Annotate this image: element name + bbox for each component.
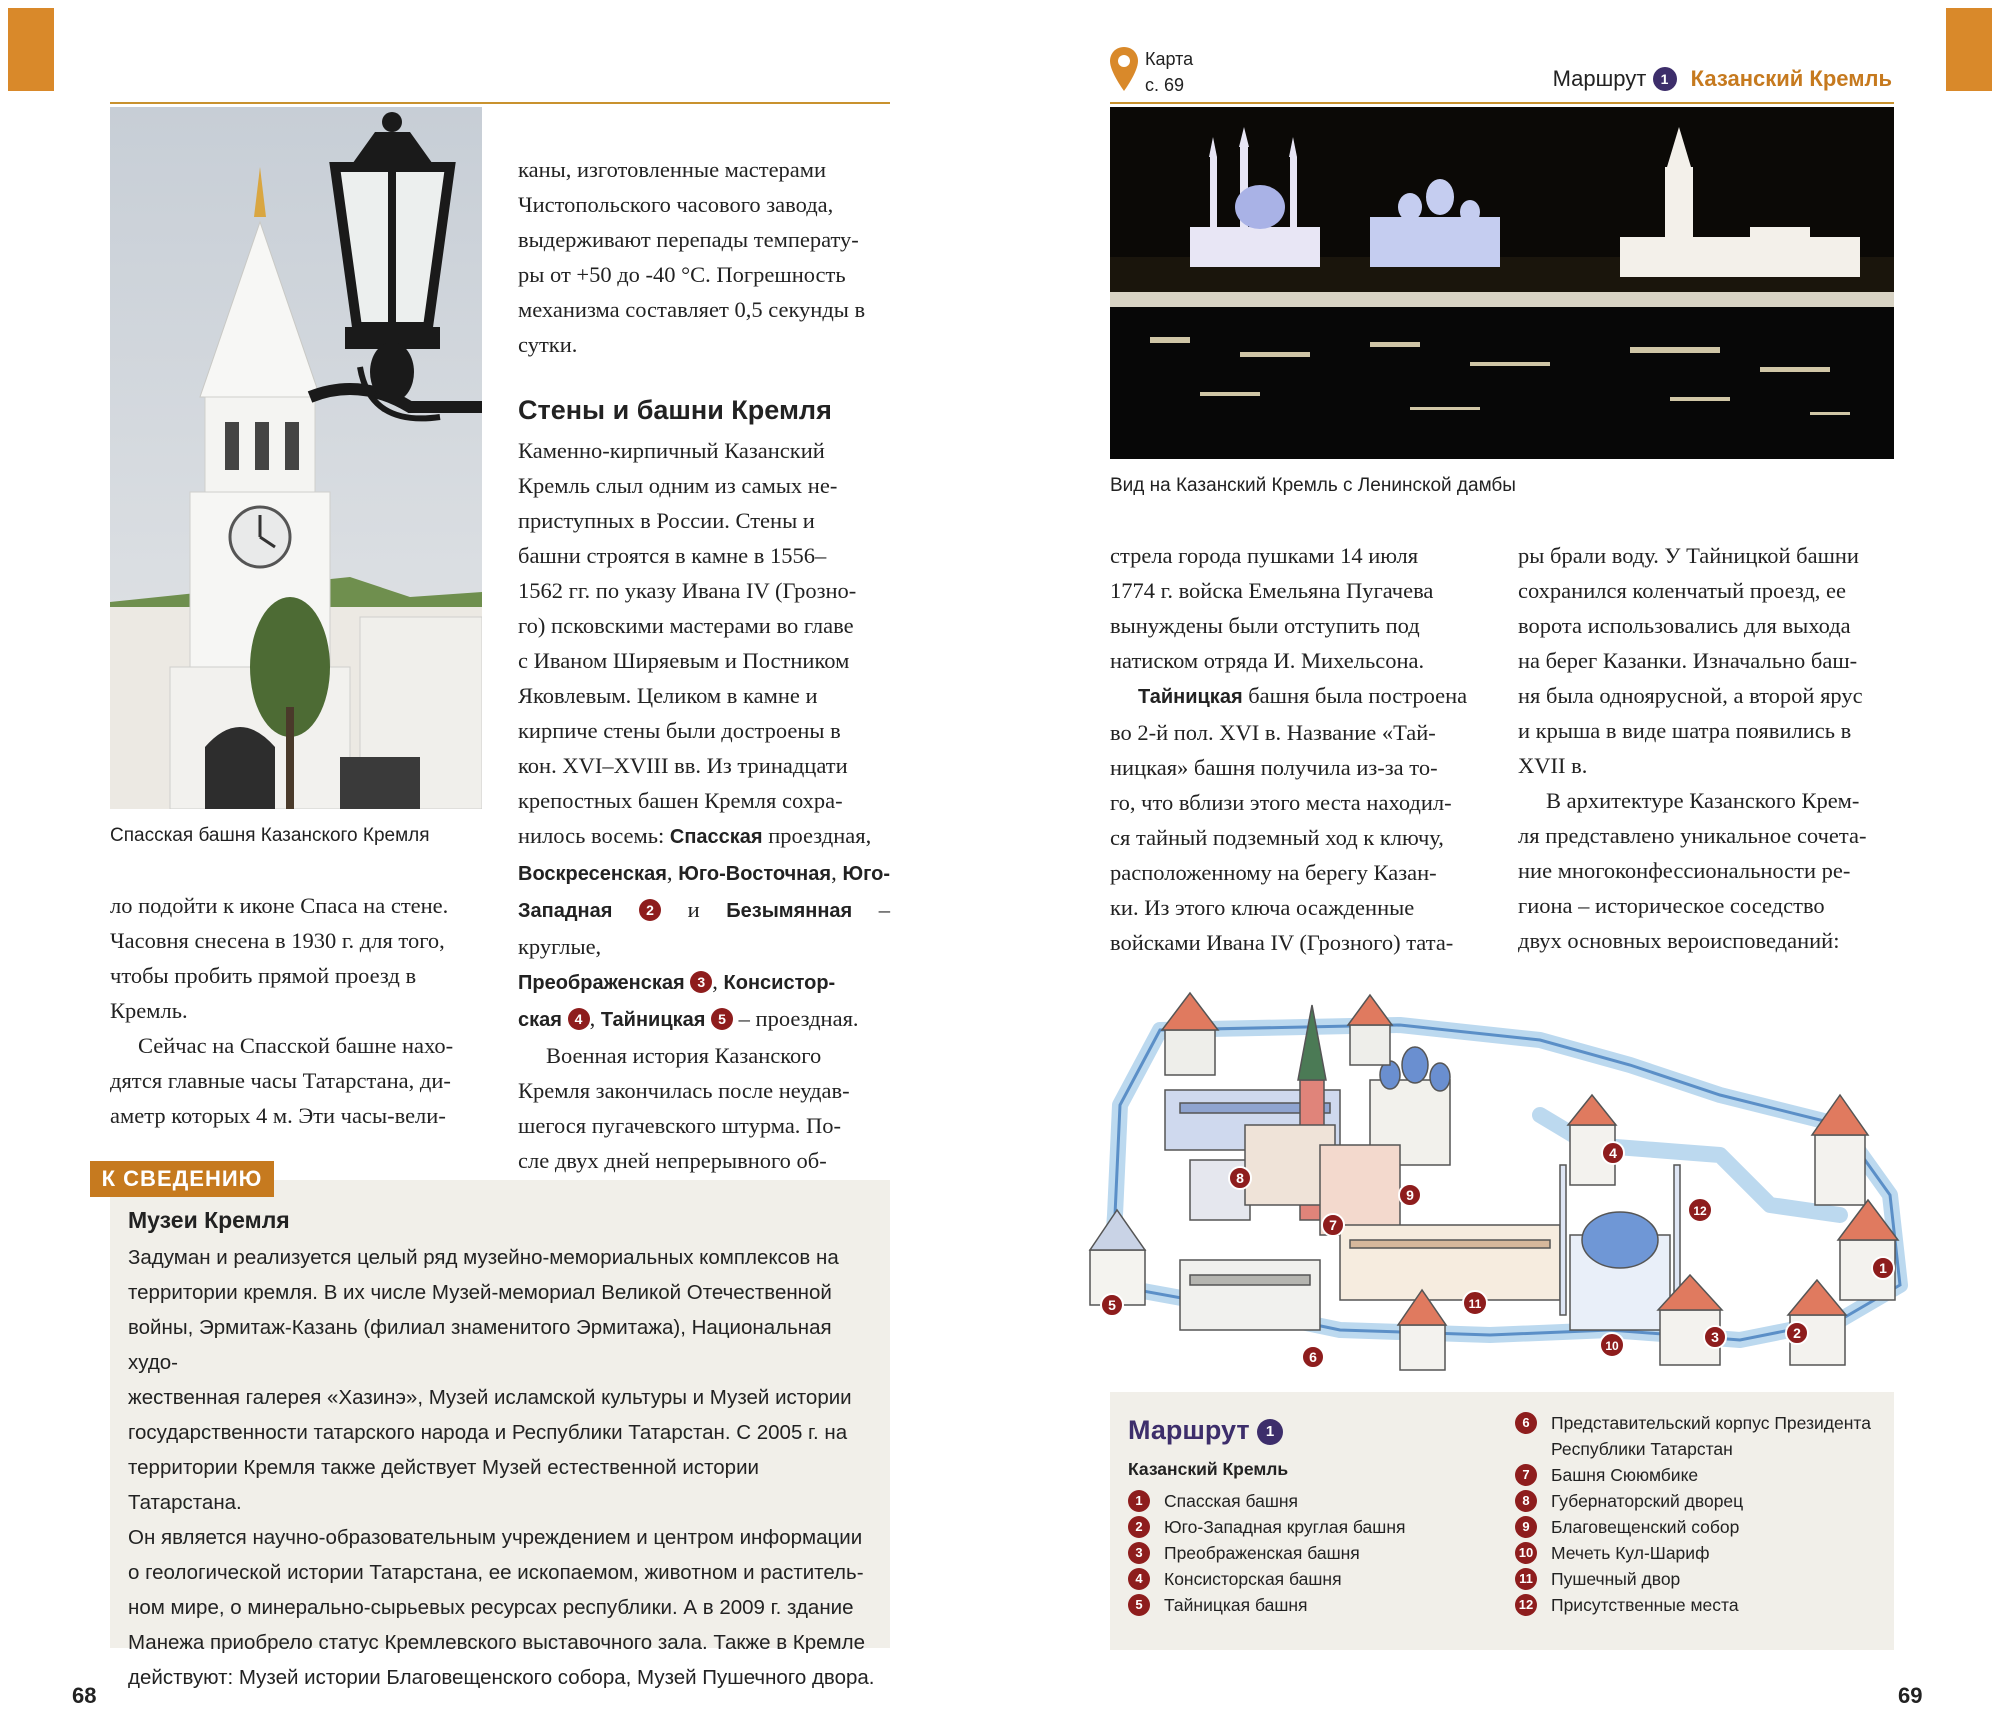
- spasskaya-tower-photo: [110, 107, 482, 809]
- map-marker-4: [1602, 1142, 1624, 1164]
- svg-text:3: 3: [1711, 1329, 1719, 1345]
- tower-name: Спасская: [669, 826, 763, 848]
- map-marker-12: [1688, 1198, 1712, 1222]
- text-line: шегося пугачевского штурма. По-: [518, 1113, 842, 1138]
- text-line: на берег Казанки. Изначально баш-: [1518, 648, 1858, 673]
- legend-item: 6 Представительский корпус Президента Республики Татарстан: [1515, 1410, 1885, 1462]
- text-line: Сейчас на Спасской башне нахо-: [138, 1033, 454, 1058]
- text-line: сутки.: [518, 332, 578, 357]
- svg-text:8: 8: [1236, 1170, 1244, 1186]
- text-line: вынуждены были отступить под: [1110, 613, 1420, 638]
- text-line: территории кремля. В их числе Музей-мемориал Великой Отечественной: [128, 1281, 832, 1304]
- map-marker-7: [1322, 1214, 1344, 1236]
- legend-item: 12 Присутственные места: [1515, 1592, 1885, 1618]
- text-line: Каменно-кирпичный Казанский: [518, 438, 825, 463]
- legend-item: 9 Благовещенский собор: [1515, 1514, 1885, 1540]
- right-column-1: стрела города пушками 14 июля 1774 г. войска Емельяна Пугачева вынуждены были отступить под натиском отряда И. Михельсона. Тайницкая башня была построена во 2-й пол. XVI в. Название «Тай- ницкая» башня получила из-за то- го, что вблизи этого места находил- ся тайный подземный ход к ключу, расположенному на берегу Казан- ки. Из этого ключа осажденные войсками Ивана IV (Грозного) тата-: [1110, 543, 1468, 955]
- marker-5-icon: 5: [1128, 1594, 1150, 1616]
- tower-name: Юго-Западная: [518, 863, 891, 922]
- text-line: ня была одноярусной, а второй ярус: [1518, 683, 1863, 708]
- marker-7-icon: 7: [1515, 1464, 1537, 1486]
- left-column-1: [110, 888, 482, 1133]
- marker-8-icon: 8: [1515, 1490, 1537, 1512]
- header-rule-left: [110, 102, 890, 104]
- marker-3-icon: 3: [1128, 1542, 1150, 1564]
- text-line: с Иваном Ширяевым и Постником: [518, 648, 850, 673]
- photo-caption-left: Спасская башня Казанского Кремля: [110, 825, 430, 846]
- marker-12-icon: 12: [1515, 1594, 1537, 1616]
- svg-text:4: 4: [1609, 1145, 1617, 1161]
- svg-text:6: 6: [1309, 1349, 1317, 1365]
- marker-2-icon: 2: [639, 899, 661, 921]
- kremlin-map: [1070, 985, 1940, 1390]
- map-marker-3: [1704, 1326, 1726, 1348]
- map-marker-9: [1399, 1184, 1421, 1206]
- text-line: каны, изготовленные мастерами: [518, 157, 827, 182]
- text-line: гиона – историческое соседство: [1518, 893, 1825, 918]
- text-line: ры от +50 до -40 °С. Погрешность: [518, 262, 846, 287]
- tower-name: Тайницкая: [1138, 686, 1243, 708]
- text-line: ворота использовались для выхода: [1518, 613, 1851, 638]
- svg-text:9: 9: [1406, 1187, 1414, 1203]
- text-line: дятся главные часы Татарстана, ди-: [110, 1068, 451, 1093]
- svg-text:11: 11: [1468, 1297, 1482, 1311]
- svg-text:7: 7: [1329, 1217, 1337, 1233]
- text-line: ля представлено уникальное сочета-: [1518, 823, 1867, 848]
- section-body: Каменно-кирпичный Казанский Кремль слыл одним из самых не- приступных в России. Стены и башни строятся в камне в 1556– 1562 гг. по указу Ивана IV (Грозно- го) псковскими мастерами во главе с Иваном Ширяевым и Постником Яковлевым. Целиком в камне и кирпиче стены были достроены в кон. XVI–XVIII вв. Из тринадцати крепостных башен Кремля сохра- нилось восемь: Спасская проездная, Воскресенская, Юго-Восточная, Юго-Западная 2 и Безымянная – круглые, Преображенская 3 , Консистор- ская 4 , Тайницкая 5 – проездная. Военная история Казанского Кремля закончилась после неудав- шегося пугачевского штурма. По- сле двух дней непрерывного об-: [518, 438, 891, 1173]
- marker-4-icon: 4: [1128, 1568, 1150, 1590]
- kremlin-night-photo: [1110, 107, 1894, 459]
- text-line: Яковлевым. Целиком в камне и: [518, 683, 818, 708]
- text-line: во 2-й пол. XVI в. Название «Тай-: [1110, 720, 1436, 745]
- page-tab-right: [1946, 8, 1992, 91]
- map-marker-10: [1600, 1333, 1624, 1357]
- legend-item: 8 Губернаторский дворец: [1515, 1488, 1885, 1514]
- page-number-right: 69: [1898, 1683, 1923, 1708]
- map-marker-5: [1101, 1294, 1123, 1316]
- marker-6-icon: 6: [1515, 1412, 1537, 1434]
- marker-5-icon: 5: [711, 1008, 733, 1030]
- text-line: Чистопольского часового завода,: [518, 192, 834, 217]
- legend-item: 3 Преображенская башня: [1128, 1540, 1488, 1566]
- legend-item: 4 Консисторская башня: [1128, 1566, 1488, 1592]
- text-line: кирпиче стены были достроены в: [518, 718, 841, 743]
- text-line: государственности татарского народа и Республики Татарстан. С 2005 г. на: [128, 1421, 848, 1444]
- text-line: двух основных вероисповеданий:: [1518, 928, 1840, 953]
- info-text: [128, 1240, 878, 1695]
- photo-caption-right: Вид на Казанский Кремль с Ленинской дамбы: [1110, 475, 1516, 496]
- tower-name: Воскресенская: [518, 863, 667, 885]
- right-column-2: [1518, 538, 1894, 958]
- text-line: войсками Ивана IV (Грозного) тата-: [1110, 930, 1454, 955]
- text-line: ние многоконфессиональности ре-: [1518, 858, 1851, 883]
- text-line: Кремль слыл одним из самых не-: [518, 473, 838, 498]
- legend-list-right: [1515, 1410, 1885, 1618]
- text-line: Он является научно-образовательным учреждением и центром информации: [128, 1526, 863, 1549]
- map-marker-11: [1463, 1291, 1487, 1315]
- text-line: 1774 г. войска Емельяна Пугачева: [1110, 578, 1434, 603]
- text-line: и крыша в виде шатра появились в: [1518, 718, 1852, 743]
- header-rule-right: [1110, 102, 1894, 104]
- legend-list-left: [1128, 1488, 1488, 1618]
- marker-1-icon: 1: [1128, 1490, 1150, 1512]
- map-marker-8: [1229, 1167, 1251, 1189]
- legend-subtitle: Казанский Кремль: [1128, 1459, 1289, 1479]
- tower-name: ская: [518, 1009, 562, 1031]
- marker-3-icon: 3: [690, 971, 712, 993]
- text-line: В архитектуре Казанского Крем-: [1546, 788, 1860, 813]
- text-line: Задуман и реализуется целый ряд музейно-мемориальных комплексов на: [128, 1246, 839, 1269]
- legend-item: 10 Мечеть Кул-Шариф: [1515, 1540, 1885, 1566]
- left-column-2: [518, 152, 890, 362]
- text-line: жественная галерея «Хазинэ», Музей исламской культуры и Музей истории: [128, 1386, 852, 1409]
- text-line: о геологической истории Татарстана, ее ископаемом, животном и раститель-: [128, 1561, 864, 1584]
- map-marker-6: [1302, 1346, 1324, 1368]
- text-line: башни строятся в камне в 1556–: [518, 543, 827, 568]
- legend-item: 11 Пушечный двор: [1515, 1566, 1885, 1592]
- tower-name: Безымянная: [726, 900, 853, 922]
- text-line: ся тайный подземный ход к ключу,: [1110, 825, 1444, 850]
- marker-9-icon: 9: [1515, 1516, 1537, 1538]
- legend-item: 5 Тайницкая башня: [1128, 1592, 1488, 1618]
- text-line: сохранился коленчатый проезд, ее: [1518, 578, 1846, 603]
- map-pin-icon: [1108, 45, 1140, 93]
- text-line: натиском отряда И. Михельсона.: [1110, 648, 1425, 673]
- route-number-badge: 1: [1257, 1419, 1283, 1445]
- text-line: механизма составляет 0,5 секунды в: [518, 297, 866, 322]
- section-title: Стены и башни Кремля: [518, 395, 832, 425]
- map-reference[interactable]: Карта с. 69: [1145, 49, 1194, 95]
- text-line: го) псковскими мастерами во главе: [518, 613, 854, 638]
- text-line: сле двух дней непрерывного об-: [518, 1148, 827, 1173]
- running-header: [1520, 66, 1892, 92]
- svg-text:10: 10: [1605, 1339, 1619, 1353]
- text-line: Кремль.: [110, 998, 188, 1023]
- legend-item: 7 Башня Сююмбике: [1515, 1462, 1885, 1488]
- route-title: Казанский Кремль: [1690, 66, 1892, 91]
- text-line: территории Кремля также действует Музей естественной истории Татарстана.: [128, 1456, 759, 1514]
- text-line: ном мире, о минерально-сырьевых ресурсах республики. А в 2009 г. здание: [128, 1596, 854, 1619]
- text-line: кон. XVI–XVIII вв. Из тринадцати: [518, 753, 848, 778]
- svg-text:1: 1: [1879, 1260, 1887, 1276]
- page-number-left: 68: [72, 1683, 97, 1708]
- text-line: стрела города пушками 14 июля: [1110, 543, 1419, 568]
- text-line: крепостных башен Кремля сохра-: [518, 788, 843, 813]
- text-line: аметр которых 4 м. Эти часы-вели-: [110, 1103, 446, 1128]
- text-line: действуют: Музей истории Благовещенского собора, Музей Пушечного двора.: [128, 1666, 875, 1689]
- map-marker-2: [1786, 1322, 1808, 1344]
- text-line: Манежа приобрело статус Кремлевского выставочного зала. Также в Кремле: [128, 1631, 865, 1654]
- text-line: го, что вблизи этого места находил-: [1110, 790, 1452, 815]
- text-line: ры брали воду. У Тайницкой башни: [1518, 543, 1859, 568]
- tower-name: Юго-Восточная: [678, 863, 832, 885]
- text-line: Кремля закончилась после неудав-: [518, 1078, 850, 1103]
- text-line: приступных в России. Стены и: [518, 508, 815, 533]
- route-label: Маршрут: [1552, 66, 1647, 91]
- map-marker-1: [1872, 1257, 1894, 1279]
- page-tab-left: [8, 8, 54, 91]
- marker-4-icon: 4: [568, 1008, 590, 1030]
- svg-text:5: 5: [1108, 1297, 1116, 1313]
- text-line: ло подойти к иконе Спаса на стене.: [110, 893, 449, 918]
- info-title: Музеи Кремля: [128, 1207, 290, 1233]
- text-line: Часовня снесена в 1930 г. для того,: [110, 928, 445, 953]
- tower-name: Преображенская: [518, 972, 685, 994]
- info-tag: К СВЕДЕНИЮ: [90, 1161, 274, 1197]
- legend-item: 1 Спасская башня: [1128, 1488, 1488, 1514]
- marker-2-icon: 2: [1128, 1516, 1150, 1538]
- text-line: ницкая» башня получила из-за то-: [1110, 755, 1438, 780]
- text-line: 1562 гг. по указу Ивана IV (Грозно-: [518, 578, 857, 603]
- text-line: чтобы пробить прямой проезд в: [110, 963, 417, 988]
- svg-text:2: 2: [1793, 1325, 1801, 1341]
- route-number-badge: 1: [1653, 67, 1677, 91]
- legend-title: Маршрут 1: [1128, 1415, 1283, 1446]
- text-line: XVII в.: [1518, 753, 1588, 778]
- text-line: выдерживают перепады температу-: [518, 227, 859, 252]
- text-line: ки. Из этого ключа осажденные: [1110, 895, 1415, 920]
- text-line: Военная история Казанского: [546, 1043, 822, 1068]
- marker-11-icon: 11: [1515, 1568, 1537, 1590]
- legend-item: 2 Юго-Западная круглая башня: [1128, 1514, 1488, 1540]
- text-line: войны, Эрмитаж-Казань (филиал знаменитого Эрмитажа), Национальная худо-: [128, 1316, 832, 1374]
- tower-name: Тайницкая: [600, 1009, 706, 1031]
- tower-name: Консистор-: [723, 972, 836, 994]
- marker-10-icon: 10: [1515, 1542, 1537, 1564]
- text-line: расположенному на берегу Казан-: [1110, 860, 1437, 885]
- svg-text:12: 12: [1693, 1204, 1707, 1218]
